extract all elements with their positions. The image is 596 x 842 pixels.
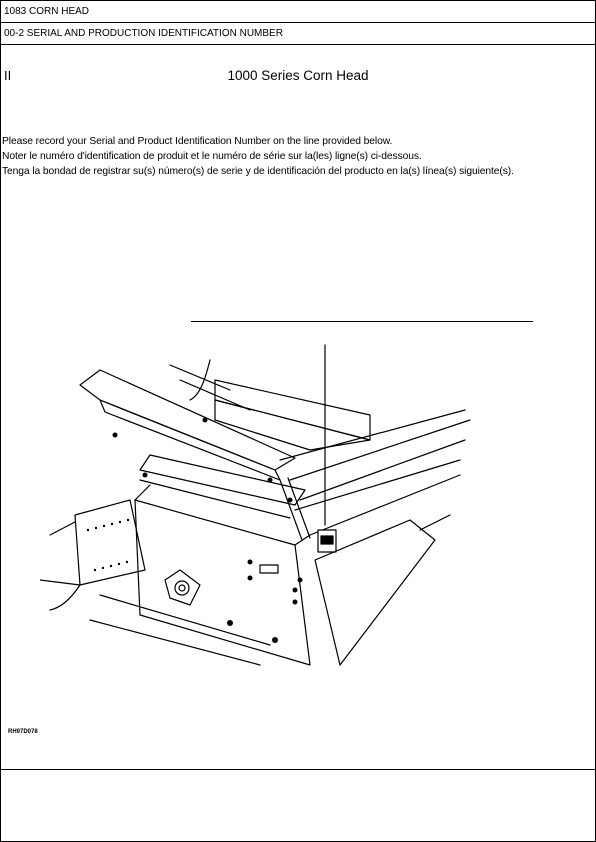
figure-code: RH97D078 bbox=[8, 729, 38, 735]
page-title: 1000 Series Corn Head bbox=[227, 68, 369, 83]
corn-head-illustration bbox=[40, 340, 500, 680]
record-line bbox=[191, 321, 533, 322]
instruction-french: Noter le numéro d'identification de produit et le numéro de série sur la(les) ligne(s) ci-dessous. bbox=[2, 151, 422, 162]
instruction-english: Please record your Serial and Product Identification Number on the line provided below. bbox=[2, 136, 393, 147]
header-divider-2 bbox=[0, 44, 596, 45]
header-divider bbox=[0, 22, 596, 23]
section-marker: II bbox=[4, 68, 12, 83]
header-title: 1083 CORN HEAD bbox=[4, 6, 90, 17]
header-subtitle: 00-2 SERIAL AND PRODUCTION IDENTIFICATION NUMBER bbox=[4, 28, 283, 39]
instruction-spanish: Tenga la bondad de registrar su(s) número(s) de serie y de identificación del producto en la(s) línea(s) siguiente(s). bbox=[2, 166, 514, 177]
footer-divider bbox=[0, 769, 596, 770]
